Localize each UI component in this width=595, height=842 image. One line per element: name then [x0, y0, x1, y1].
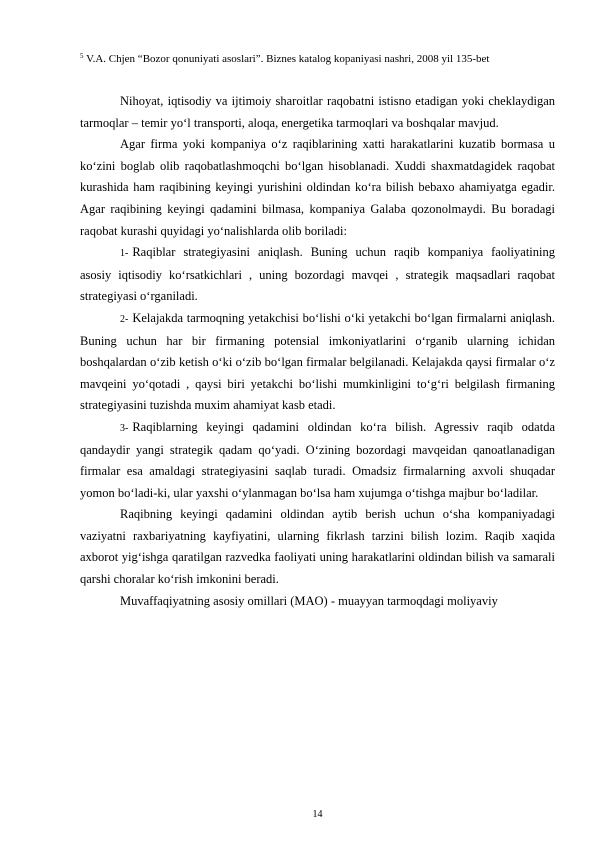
list-item — [80, 308, 555, 417]
paragraph — [80, 134, 555, 242]
list-item-text: Kelajakda tarmoqning yetakchisi bo‘lishi o‘ki yetakchi bo‘lgan firmalarni aniqlash. Buning uchun har bir firmaning potensial imkoniyatlarini o‘rganib ularning ichidan boshqalardan o‘zib ketish o‘ki o‘zib bo‘lgan firmalar belgilanadi. Kelajakda qaysi firmalar o‘z mavqeini yo‘qotadi , qaysi biri yetakchi bo‘lishi mumkinligini to‘g‘ri belgilash firmaning strategiyasini tuzishda muxim ahamiyat kasb etadi. — [80, 310, 555, 413]
footnote-text: V.A. Chjen “Bozor qonuniyati asoslari”. Biznes katalog kopaniyasi nashri, 2008 yil 135-bet — [86, 53, 490, 65]
paragraph-text: Muvaffaqiyatning asosiy omillari (MAO) - muayyan tarmoqdagi moliyaviy — [120, 593, 498, 608]
list-number: 1- — [120, 248, 129, 260]
paragraph-text: Agar firma yoki kompaniya o‘z raqiblarining xatti harakatlarini kuzatib bormasa u ko‘zini boglab olib raqobatlashmoqchi bo‘lgan hisoblanadi. Xuddi shaxmatdagidek raqobat kurashida ham raqibining keyingi yurishini oldindan ko‘ra bilish bebaxo ahamiyatga egadir. Agar raqibining keyingi qadamini bilmasa, kompaniya Galaba qozonolmaydi. Bu boradagi raqobat kurashi quyidagi yo‘nalishlarda olib boriladi: — [80, 137, 555, 238]
footnote — [80, 49, 555, 70]
list-item — [80, 417, 555, 504]
list-item-text: Raqiblar strategiyasini aniqlash. Buning uchun raqib kompaniya faoliyatining asosiy iqtisodiy ko‘rsatkichlari , uning bozordagi mavqei , strategik maqsadlari raqobat strategiyasi o‘rganiladi. — [80, 245, 555, 304]
paragraph — [80, 91, 555, 134]
list-number: 3- — [120, 422, 129, 434]
list-item-text: Raqiblarning keyingi qadamini oldindan ko‘ra bilish. Agressiv raqib odatda qandaydir yangi strategik qadam qo‘yadi. O‘zining bozordagi mavqeidan qanoatlanadigan firmalar esa amaldagi strategiyasini saqlab turadi. Omadsiz firmalarning axvoli shuqadar yomon bo‘ladi-ki, ular yaxshi o‘ylanmagan bo‘lsa ham xujumga o‘tishga majbur bo‘ladilar. — [80, 419, 555, 500]
list-number: 2- — [120, 313, 129, 325]
list-item — [80, 242, 555, 308]
footnote-marker: 5 — [80, 52, 84, 60]
paragraph-text: Nihoyat, iqtisodiy va ijtimoiy sharoitlar raqobatni istisno etadigan yoki cheklaydigan tarmoqlar – temir yo‘l transporti, aloqa, energetika tarmoqlari va boshqalar mavjud. — [80, 94, 555, 130]
paragraph — [80, 504, 555, 590]
page-number: 14 — [312, 809, 323, 820]
paragraph — [80, 591, 555, 613]
paragraph-text: Raqibning keyingi qadamini oldindan aytib berish uchun o‘sha kompaniyadagi vaziyatni raxbariyatning kayfiyatini, ularning fikrlash tarzini bilish lozim. Raqib xaqida axborot yig‘ishga qaratilgan razvedka faoliyati uning harakatlarini oldindan bilish va samarali qarshi choralar ko‘rish imkonini beradi. — [80, 507, 555, 587]
body-text — [80, 91, 555, 612]
